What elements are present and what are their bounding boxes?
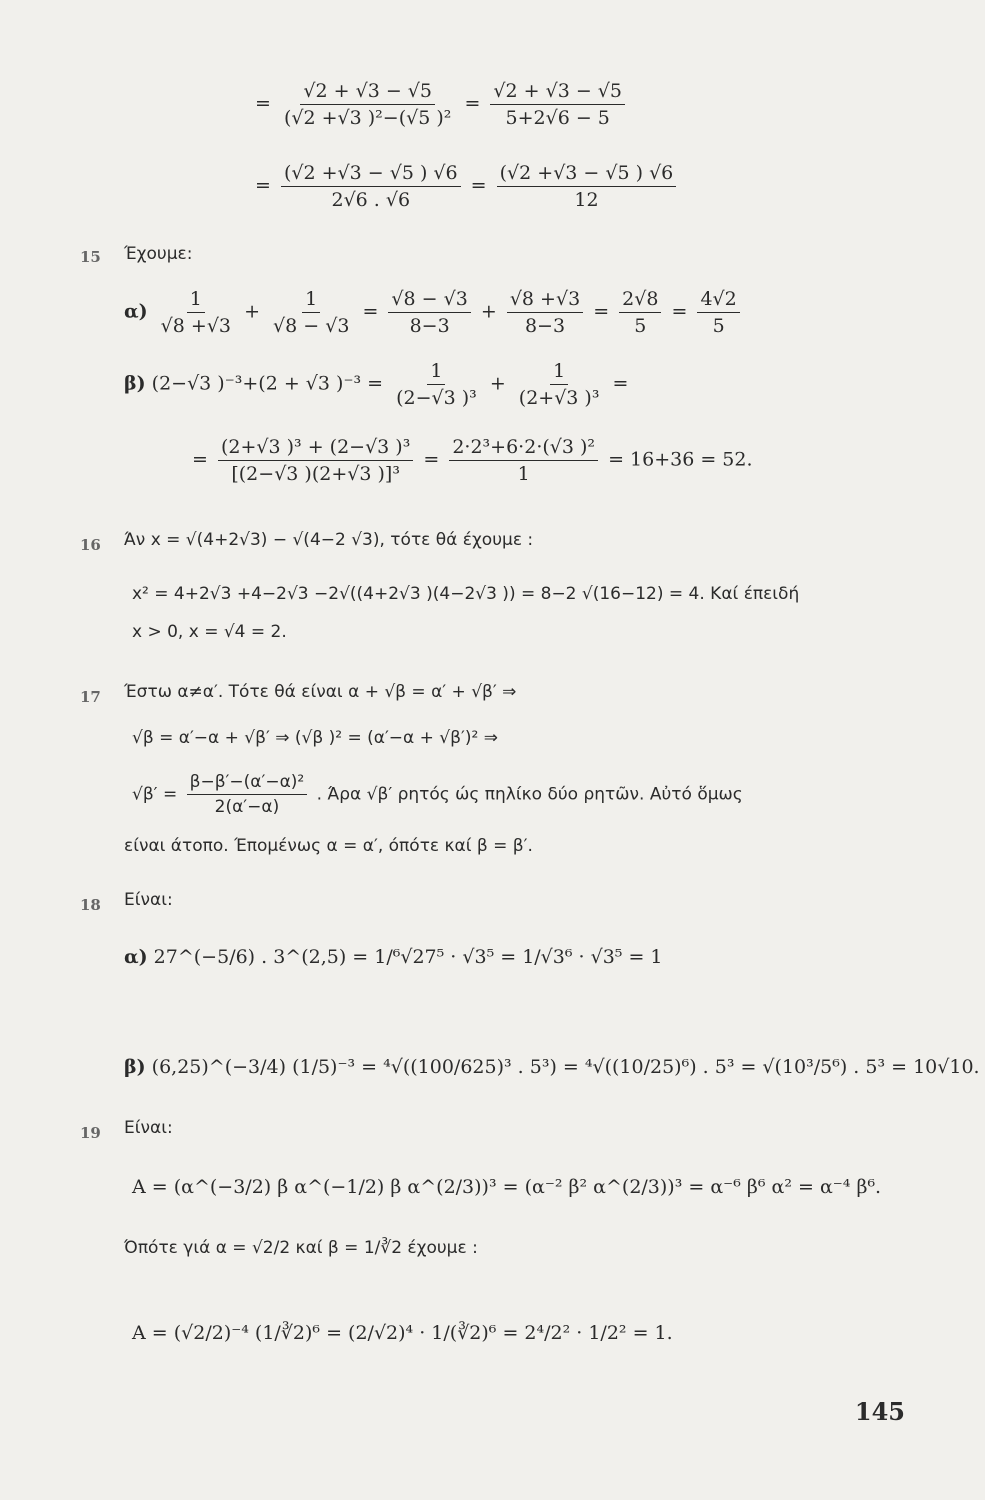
fraction: $\frac{√8 - √3}{8-3}$: [388, 288, 470, 337]
problem-intro: Είναι:: [124, 890, 173, 910]
fraction: $\frac{\text{2·2³+6·2·(√3 )²}}{1}$: [449, 436, 598, 485]
fraction: $\frac{\text{(2+√3 )³ + (2−√3 )³}}{\text{[(2−√3 )(2+√3 )]³}}$: [218, 436, 413, 485]
problem-number: 18: [80, 896, 101, 914]
fraction: $\frac{4√2}{5}$: [697, 288, 739, 337]
problem-number: 15: [80, 248, 101, 266]
fraction: $\frac{√2 + √3 - √5}{5+2√6 - 5}$: [490, 80, 625, 129]
p17-line4: είναι άτοπο. Έπομένως α = α′, όπότε καί β = β′.: [124, 836, 533, 856]
p14-line2: = $\frac{(√2 +√3 - √5 ) √6}{2√6 . √6}$ = $\frac{(√2 +√3 - √5 ) √6}{12}$: [255, 162, 680, 211]
part-label: α): [124, 946, 148, 968]
p18b-line: β) (6,25)^(−3/4) (1/5)⁻³ = ⁴√((100/625)³ . 5³) = ⁴√((10/25)⁶) . 5³ = √(10³/5⁶) . 5³ = 10√10.: [124, 1056, 980, 1078]
problem-number: 16: [80, 536, 101, 554]
p16-line2: x² = 4+2√3 +4−2√3 −2√((4+2√3 )(4−2√3 )) = 8−2 √(16−12) = 4. Καί έπειδή: [132, 584, 800, 604]
fraction: $\frac{1}{√8 - √3}$: [273, 288, 350, 337]
fraction: $\frac{\text{β−β′−(α′−α)²}}{2(\alpha'-\alpha)}$: [187, 772, 308, 817]
p15a-line: α) $\frac{1}{√8 +√3}$ + $\frac{1}{√8 - √3}$ = $\frac{√8 - √3}{8-3}$ + $\frac{√8 +√3}{8-3}$ = $\frac{2√8}{5}$ = $\frac{4√2}{5}$: [124, 288, 744, 337]
problem-intro: Έχουμε:: [124, 244, 193, 264]
p19-line1: A = (α^(−3/2) β α^(−1/2) β α^(2/3))³ = (α⁻² β² α^(2/3))³ = α⁻⁶ β⁶ α² = α⁻⁴ β⁶.: [132, 1176, 882, 1198]
fraction: $\frac{2√8}{5}$: [619, 288, 661, 337]
p17-line3: √β′ = $\frac{\text{β−β′−(α′−α)²}}{2(\alpha'-\alpha)}$ . Άρα √β′ ρητός ώς πηλίκο δύο ρητῶν. Αὐτό ὅμως: [132, 772, 743, 817]
p19-line2: Όπότε γιά α = √2/2 καί β = 1/∛2 έχουμε :: [124, 1238, 478, 1258]
p17-line2: √β = α′−α + √β′ ⇒ (√β )² = (α′−α + √β′)² ⇒: [132, 728, 498, 748]
part-label: β): [124, 1056, 146, 1078]
problem-intro: Είναι:: [124, 1118, 173, 1138]
p15b-line1: β) (2−√3 )⁻³+(2 + √3 )⁻³ = $\frac{1}{\text{(2−√3 )³}}$ + $\frac{1}{\text{(2+√3 )³}}$ =: [124, 360, 629, 409]
fraction: $\frac{1}{√8 +√3}$: [160, 288, 232, 337]
p16-line1: Άν x = √(4+2√3) − √(4−2 √3), τότε θά έχουμε :: [124, 530, 534, 550]
p14-line1: = $\frac{√2 + √3 - √5}{\text{(√2 +√3 )²−(√5 )²}}$ = $\frac{√2 + √3 - √5}{5+2√6 - 5}$: [255, 80, 629, 129]
p15b-line2: = $\frac{\text{(2+√3 )³ + (2−√3 )³}}{\text{[(2−√3 )(2+√3 )]³}}$ = $\frac{\text{2·2³+6·2·(√3 )²}}{1}$ = 16+36 = 52.: [192, 436, 753, 485]
page-number: 145: [854, 1397, 905, 1426]
fraction: $\frac{(√2 +√3 - √5 ) √6}{12}$: [497, 162, 677, 211]
part-label: β): [124, 372, 146, 395]
fraction: $\frac{√8 +√3}{8-3}$: [507, 288, 583, 337]
fraction: $\frac{1}{\text{(2+√3 )³}}$: [518, 360, 600, 409]
fraction: $\frac{√2 + √3 - √5}{\text{(√2 +√3 )²−(√5 )²}}$: [283, 80, 452, 129]
problem-number: 17: [80, 688, 101, 706]
p17-line1: Έστω α≠α′. Τότε θά είναι α + √β = α′ + √β′ ⇒: [124, 682, 517, 702]
fraction: $\frac{(√2 +√3 - √5 ) √6}{2√6 . √6}$: [281, 162, 461, 211]
fraction: $\frac{1}{\text{(2−√3 )³}}$: [396, 360, 477, 409]
p18a-line: α) 27^(−5/6) . 3^(2,5) = 1/⁶√27⁵ · √3⁵ = 1/√3⁶ · √3⁵ = 1: [124, 946, 663, 968]
p19-line3: A = (√2/2)⁻⁴ (1/∛2)⁶ = (2/√2)⁴ · 1/(∛2)⁶ = 2⁴/2² · 1/2² = 1.: [132, 1322, 673, 1344]
part-label: α): [124, 300, 148, 323]
p16-line3: x > 0, x = √4 = 2.: [132, 622, 287, 642]
problem-number: 19: [80, 1124, 101, 1142]
